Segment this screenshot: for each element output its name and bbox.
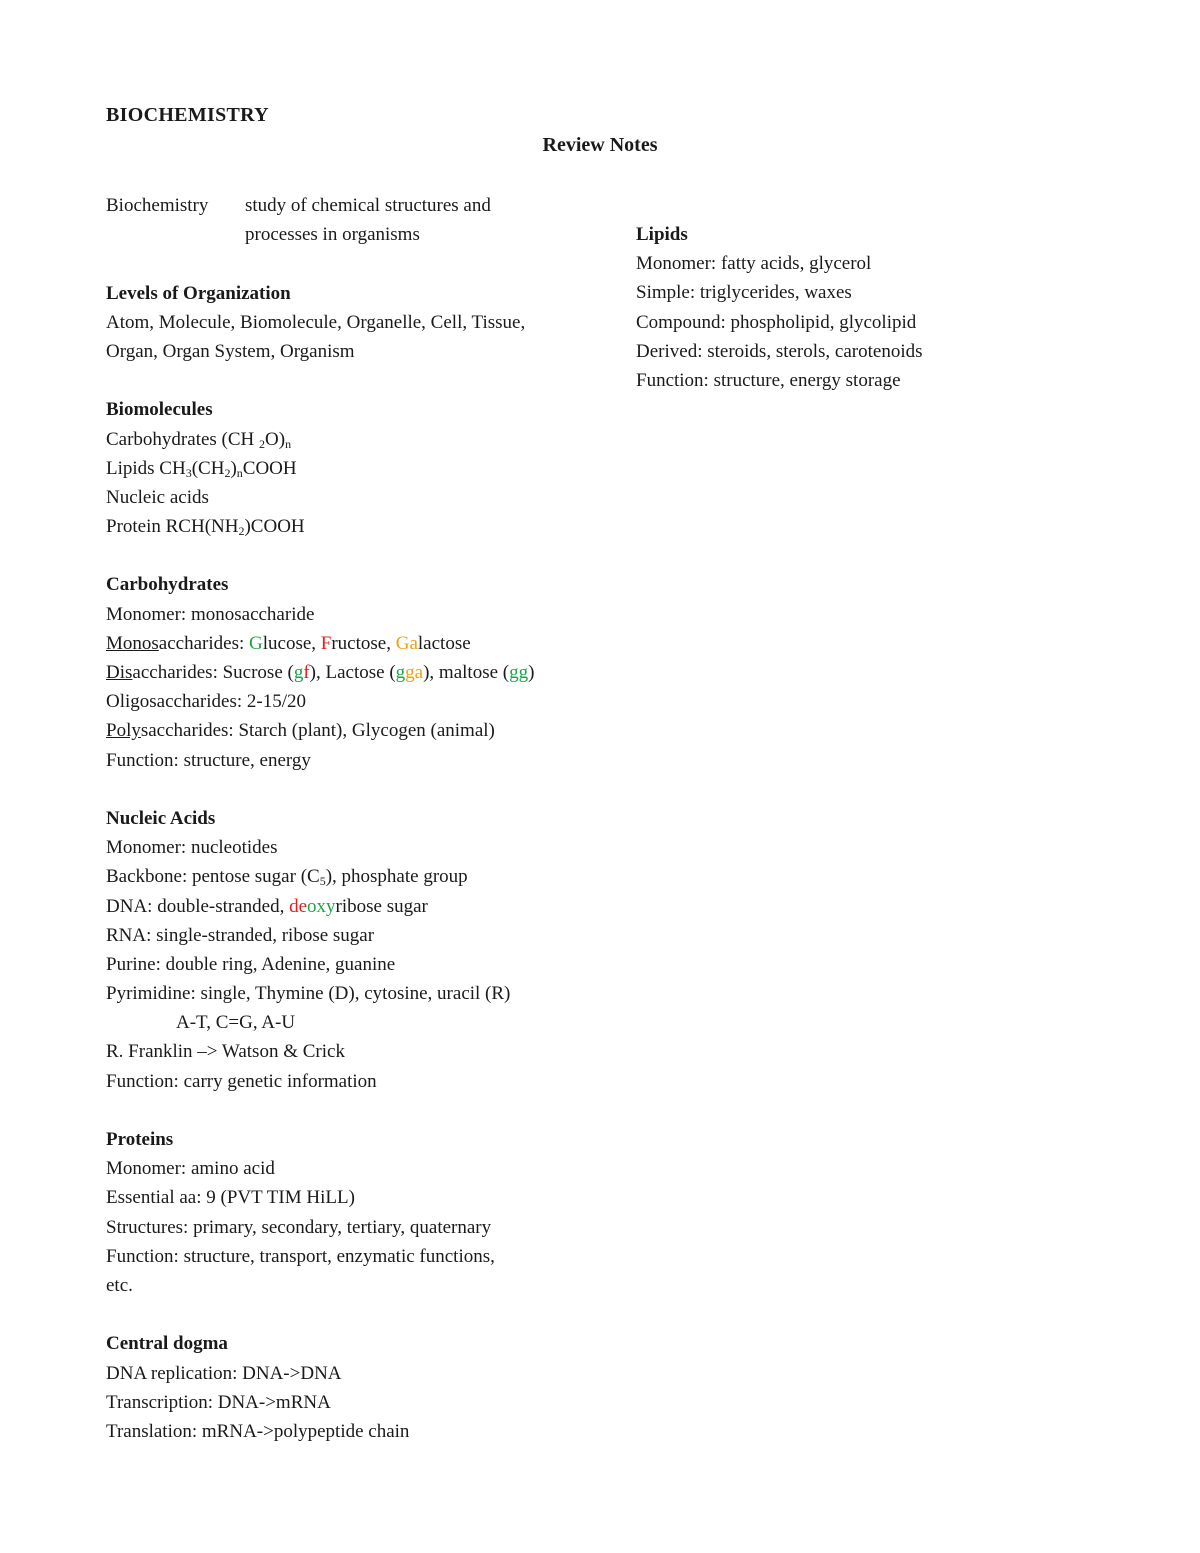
document-subtitle: Review Notes [542, 134, 658, 156]
definition-text: study of chemical structures and [245, 195, 491, 216]
nucleic-function: Function: carry genetic information [106, 1070, 377, 1092]
levels-line: Organ, Organ System, Organism [106, 340, 355, 362]
definition-text-continued: processes in organisms [245, 224, 420, 246]
document-title: BIOCHEMISTRY [106, 104, 269, 126]
nucleic-pyrimidine: Pyrimidine: single, Thymine (D), cytosine, uracil (R) [106, 983, 511, 1005]
central-dogma-translation: Translation: mRNA->polypeptide chain [106, 1420, 410, 1442]
nucleic-franklin: R. Franklin –> Watson & Crick [106, 1041, 345, 1063]
nucleic-monomer: Monomer: nucleotides [106, 837, 278, 859]
lipids-function: Function: structure, energy storage [636, 369, 901, 391]
levels-heading: Levels of Organization [106, 282, 291, 304]
lipids-compound: Compound: phospholipid, glycolipid [636, 311, 917, 333]
lipids-derived: Derived: steroids, sterols, carotenoids [636, 340, 923, 362]
central-dogma-replication: DNA replication: DNA->DNA [106, 1362, 342, 1384]
oligosaccharides-line: Oligosaccharides: 2-15/20 [106, 691, 306, 713]
lipids-monomer: Monomer: fatty acids, glycerol [636, 253, 872, 275]
lipids-simple: Simple: triglycerides, waxes [636, 282, 852, 304]
polysaccharides-line: Polysaccharides: Starch (plant), Glycogen (animal) [106, 720, 495, 742]
nucleic-acids-heading: Nucleic Acids [106, 807, 216, 829]
biomolecule-lipids: Lipids $CH_3(CH_2)_nCOOH$ [106, 457, 297, 480]
definition-term: Biochemistry [106, 195, 209, 216]
proteins-function-continued: etc. [106, 1274, 133, 1296]
definition-line [106, 191, 606, 220]
biomolecule-carbohydrates: Carbohydrates (CH $_2O)_n$ [106, 428, 292, 451]
biomolecule-protein: Protein $RCH(NH_2)COOH$ [106, 516, 305, 539]
carbohydrates-function: Function: structure, energy [106, 749, 311, 771]
nucleic-backbone: Backbone: pentose sugar $(C_5)$, phosphate group [106, 866, 468, 889]
carbohydrates-heading: Carbohydrates [106, 574, 229, 596]
monosaccharides-line: Monosaccharides: Glucose, Fructose, Galactose [106, 632, 471, 654]
biomolecules-heading: Biomolecules [106, 399, 213, 421]
left-column [106, 191, 606, 1446]
right-column [636, 220, 1096, 395]
proteins-heading: Proteins [106, 1129, 174, 1150]
central-dogma-transcription: Transcription: DNA->mRNA [106, 1391, 331, 1413]
nucleic-dna: DNA: double-stranded, deoxyribose sugar [106, 895, 428, 917]
proteins-essential: Essential aa: 9 (PVT TIM HiLL) [106, 1187, 355, 1209]
nucleic-rna: RNA: single-stranded, ribose sugar [106, 924, 375, 946]
biomolecule-nucleic-acids: Nucleic acids [106, 486, 209, 508]
central-dogma-heading: Central dogma [106, 1333, 228, 1355]
proteins-function: Function: structure, transport, enzymatic functions, [106, 1245, 495, 1267]
lipids-heading: Lipids [636, 224, 688, 245]
carbohydrates-monomer: Monomer: monosaccharide [106, 603, 315, 625]
proteins-structures: Structures: primary, secondary, tertiary, quaternary [106, 1216, 492, 1238]
disaccharides-line: Disaccharides: Sucrose (gf), Lactose (gga), maltose (gg) [106, 662, 535, 683]
levels-line: Atom, Molecule, Biomolecule, Organelle, Cell, Tissue, [106, 311, 526, 333]
proteins-monomer: Monomer: amino acid [106, 1158, 275, 1180]
nucleic-purine: Purine: double ring, Adenine, guanine [106, 953, 396, 975]
nucleic-basepairs: A-T, C=G, A-U [176, 1012, 296, 1034]
